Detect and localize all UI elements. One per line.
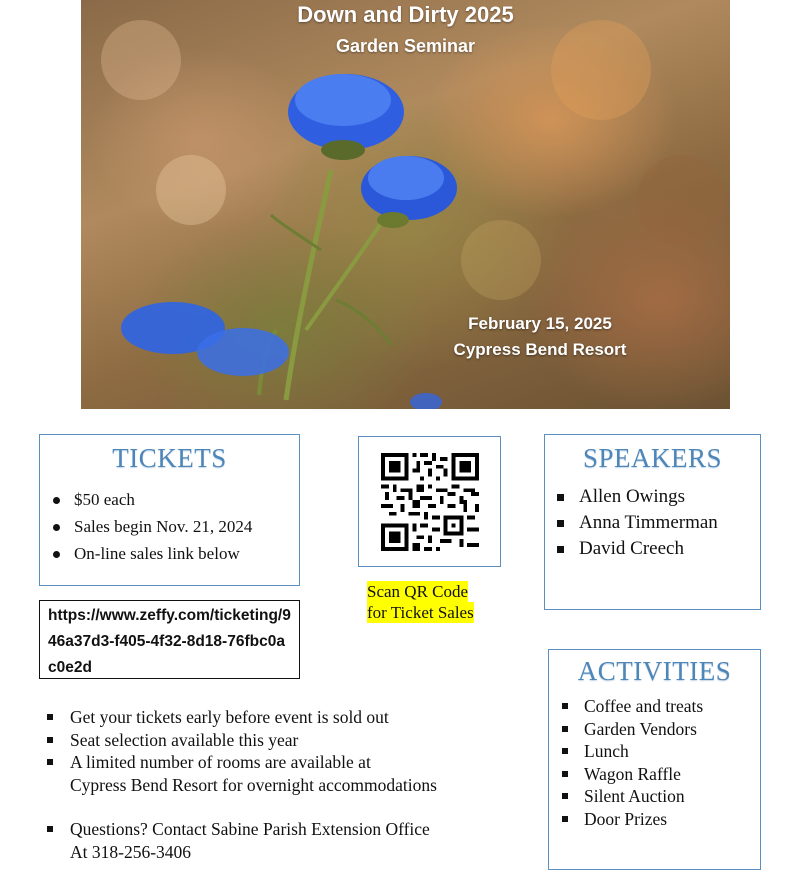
tickets-box [39, 434, 300, 586]
speakers-list [545, 484, 760, 562]
activities-list [549, 695, 760, 831]
list-item: Wagon Raffle [549, 763, 760, 786]
speakers-box [544, 434, 761, 610]
list-item: Garden Vendors [549, 718, 760, 741]
event-subtitle: Garden Seminar [335, 36, 476, 56]
list-item: Get your tickets early before event is sold out [46, 706, 526, 729]
list-item: On-line sales link below [40, 540, 299, 567]
tickets-list [40, 486, 299, 567]
list-item: $50 each [40, 486, 299, 513]
list-item [46, 751, 526, 796]
list-item: Door Prizes [549, 808, 760, 831]
event-title: Down and Dirty 2025 [297, 2, 514, 27]
note-line: Questions? Contact Sabine Parish Extension Office [70, 819, 430, 839]
qr-caption-line2: for Ticket Sales [367, 603, 474, 622]
list-item: Coffee and treats [549, 695, 760, 718]
hero-banner-image [81, 0, 730, 409]
qr-code-box[interactable] [358, 436, 501, 567]
event-notes-list [46, 706, 526, 863]
list-item: Anna Timmerman [545, 510, 760, 536]
note-line: Cypress Bend Resort for overnight accommodations [70, 774, 437, 795]
activities-heading: ACTIVITIES [577, 656, 732, 686]
event-date: February 15, 2025 [468, 314, 612, 333]
note-line: At 318-256-3406 [70, 841, 192, 862]
list-item: Sales begin Nov. 21, 2024 [40, 513, 299, 540]
qr-caption [367, 581, 474, 623]
list-item: Allen Owings [545, 484, 760, 510]
qr-caption-line1: Scan QR Code [367, 582, 469, 601]
list-item: Seat selection available this year [46, 729, 526, 752]
note-line: A limited number of rooms are available at [70, 752, 371, 772]
event-venue: Cypress Bend Resort [453, 340, 627, 359]
list-item: David Creech [545, 536, 760, 562]
speakers-heading: SPEAKERS [582, 443, 723, 473]
list-item: Lunch [549, 740, 760, 763]
activities-box [548, 649, 761, 870]
list-item: Silent Auction [549, 785, 760, 808]
tickets-heading: TICKETS [112, 443, 227, 473]
qr-code-icon[interactable] [381, 453, 479, 551]
ticket-sales-link[interactable]: https://www.zeffy.com/ticketing/946a37d3-f405-4f32-8d18-76fbc0ac0e2d [39, 600, 300, 679]
list-item [46, 818, 526, 863]
